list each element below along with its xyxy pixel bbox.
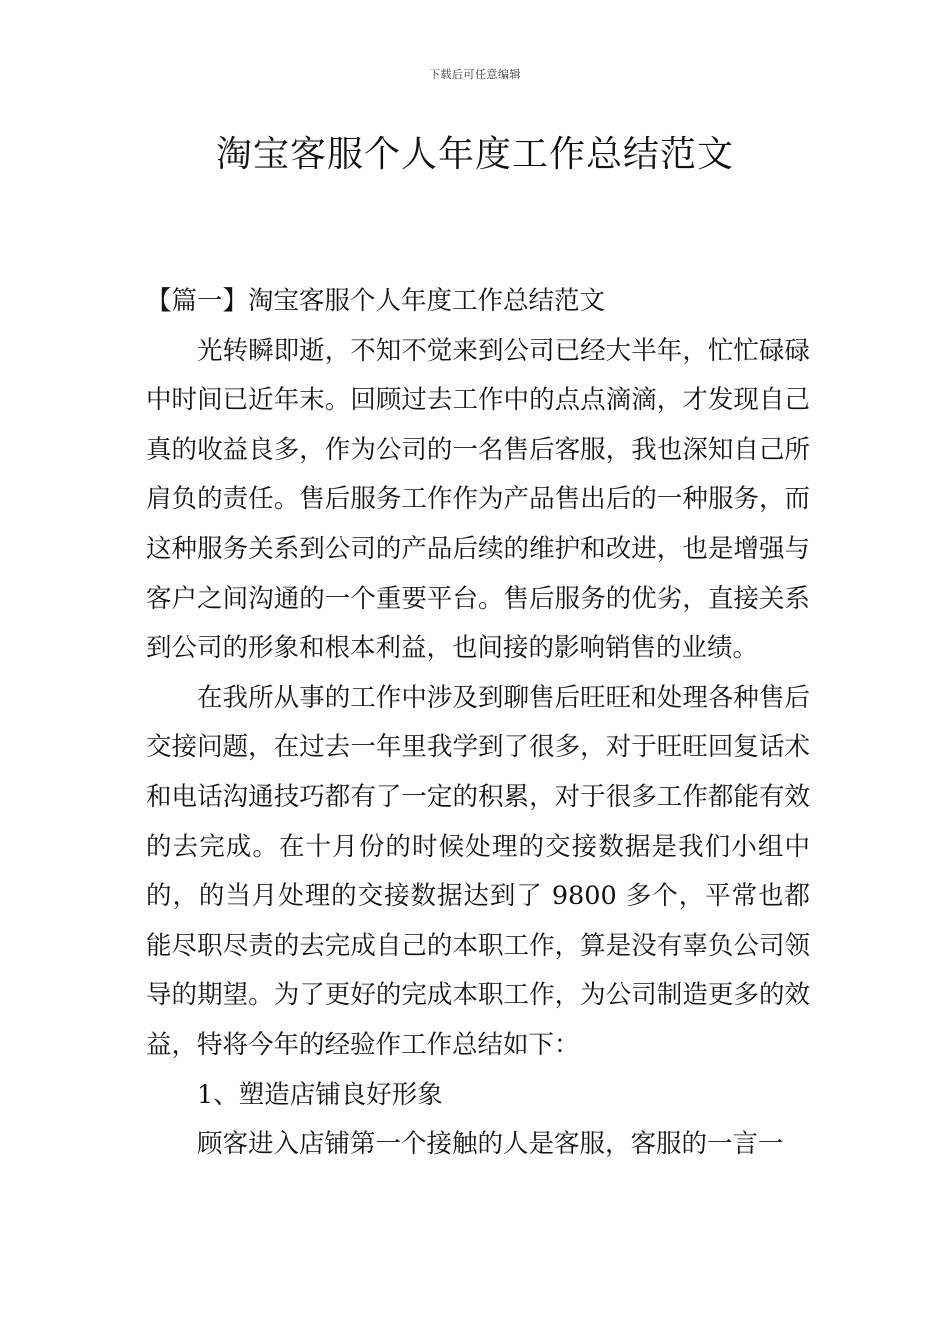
subheading: 1、塑造店铺良好形象 [197,1079,443,1110]
paragraph: 顾客进入店铺第一个接触的人是客服，客服的一言一 [197,1129,784,1160]
document-title: 淘宝客服个人年度工作总结范文 [215,134,734,175]
paragraph: 光转瞬即逝，不知不觉来到公司已经大半年，忙忙碌碌中时间已近年末。回顾过去工作中的点点滴滴，才发现自己真的收益良多，作为公司的一名售后客服，我也深知自己所肩负的责任。售后服务工作作为产品售出后的一种服务，而这种服务关系到公司的产品后续的维护和改进，也是增强与客户之间沟通的一个重要平台。售后服务的优劣，直接关系到公司的形象和根本利益，也间接的影响销售的业绩。 [146,335,810,664]
header-note: 下载后可任意编辑 [429,68,521,81]
paragraph: 在我所从事的工作中涉及到聊售后旺旺和处理各种售后交接问题，在过去一年里我学到了很多，对于旺旺回复话术和电话沟通技巧都有了一定的积累，对于很多工作都能有效的去完成。在十月份的时候处理的交接数据是我们小组中的，的当月处理的交接数据达到了 9800 多个，平常也都能尽职尽责的去完成自己的本职工作，算是没有辜负公司领导的期望。为了更好的完成本职工作，为公司制造更多的效益，特将今年的经验作工作总结如下： [146,682,810,1060]
document-body [146,277,810,1170]
section-heading: 【篇一】淘宝客服个人年度工作总结范文 [146,286,606,316]
